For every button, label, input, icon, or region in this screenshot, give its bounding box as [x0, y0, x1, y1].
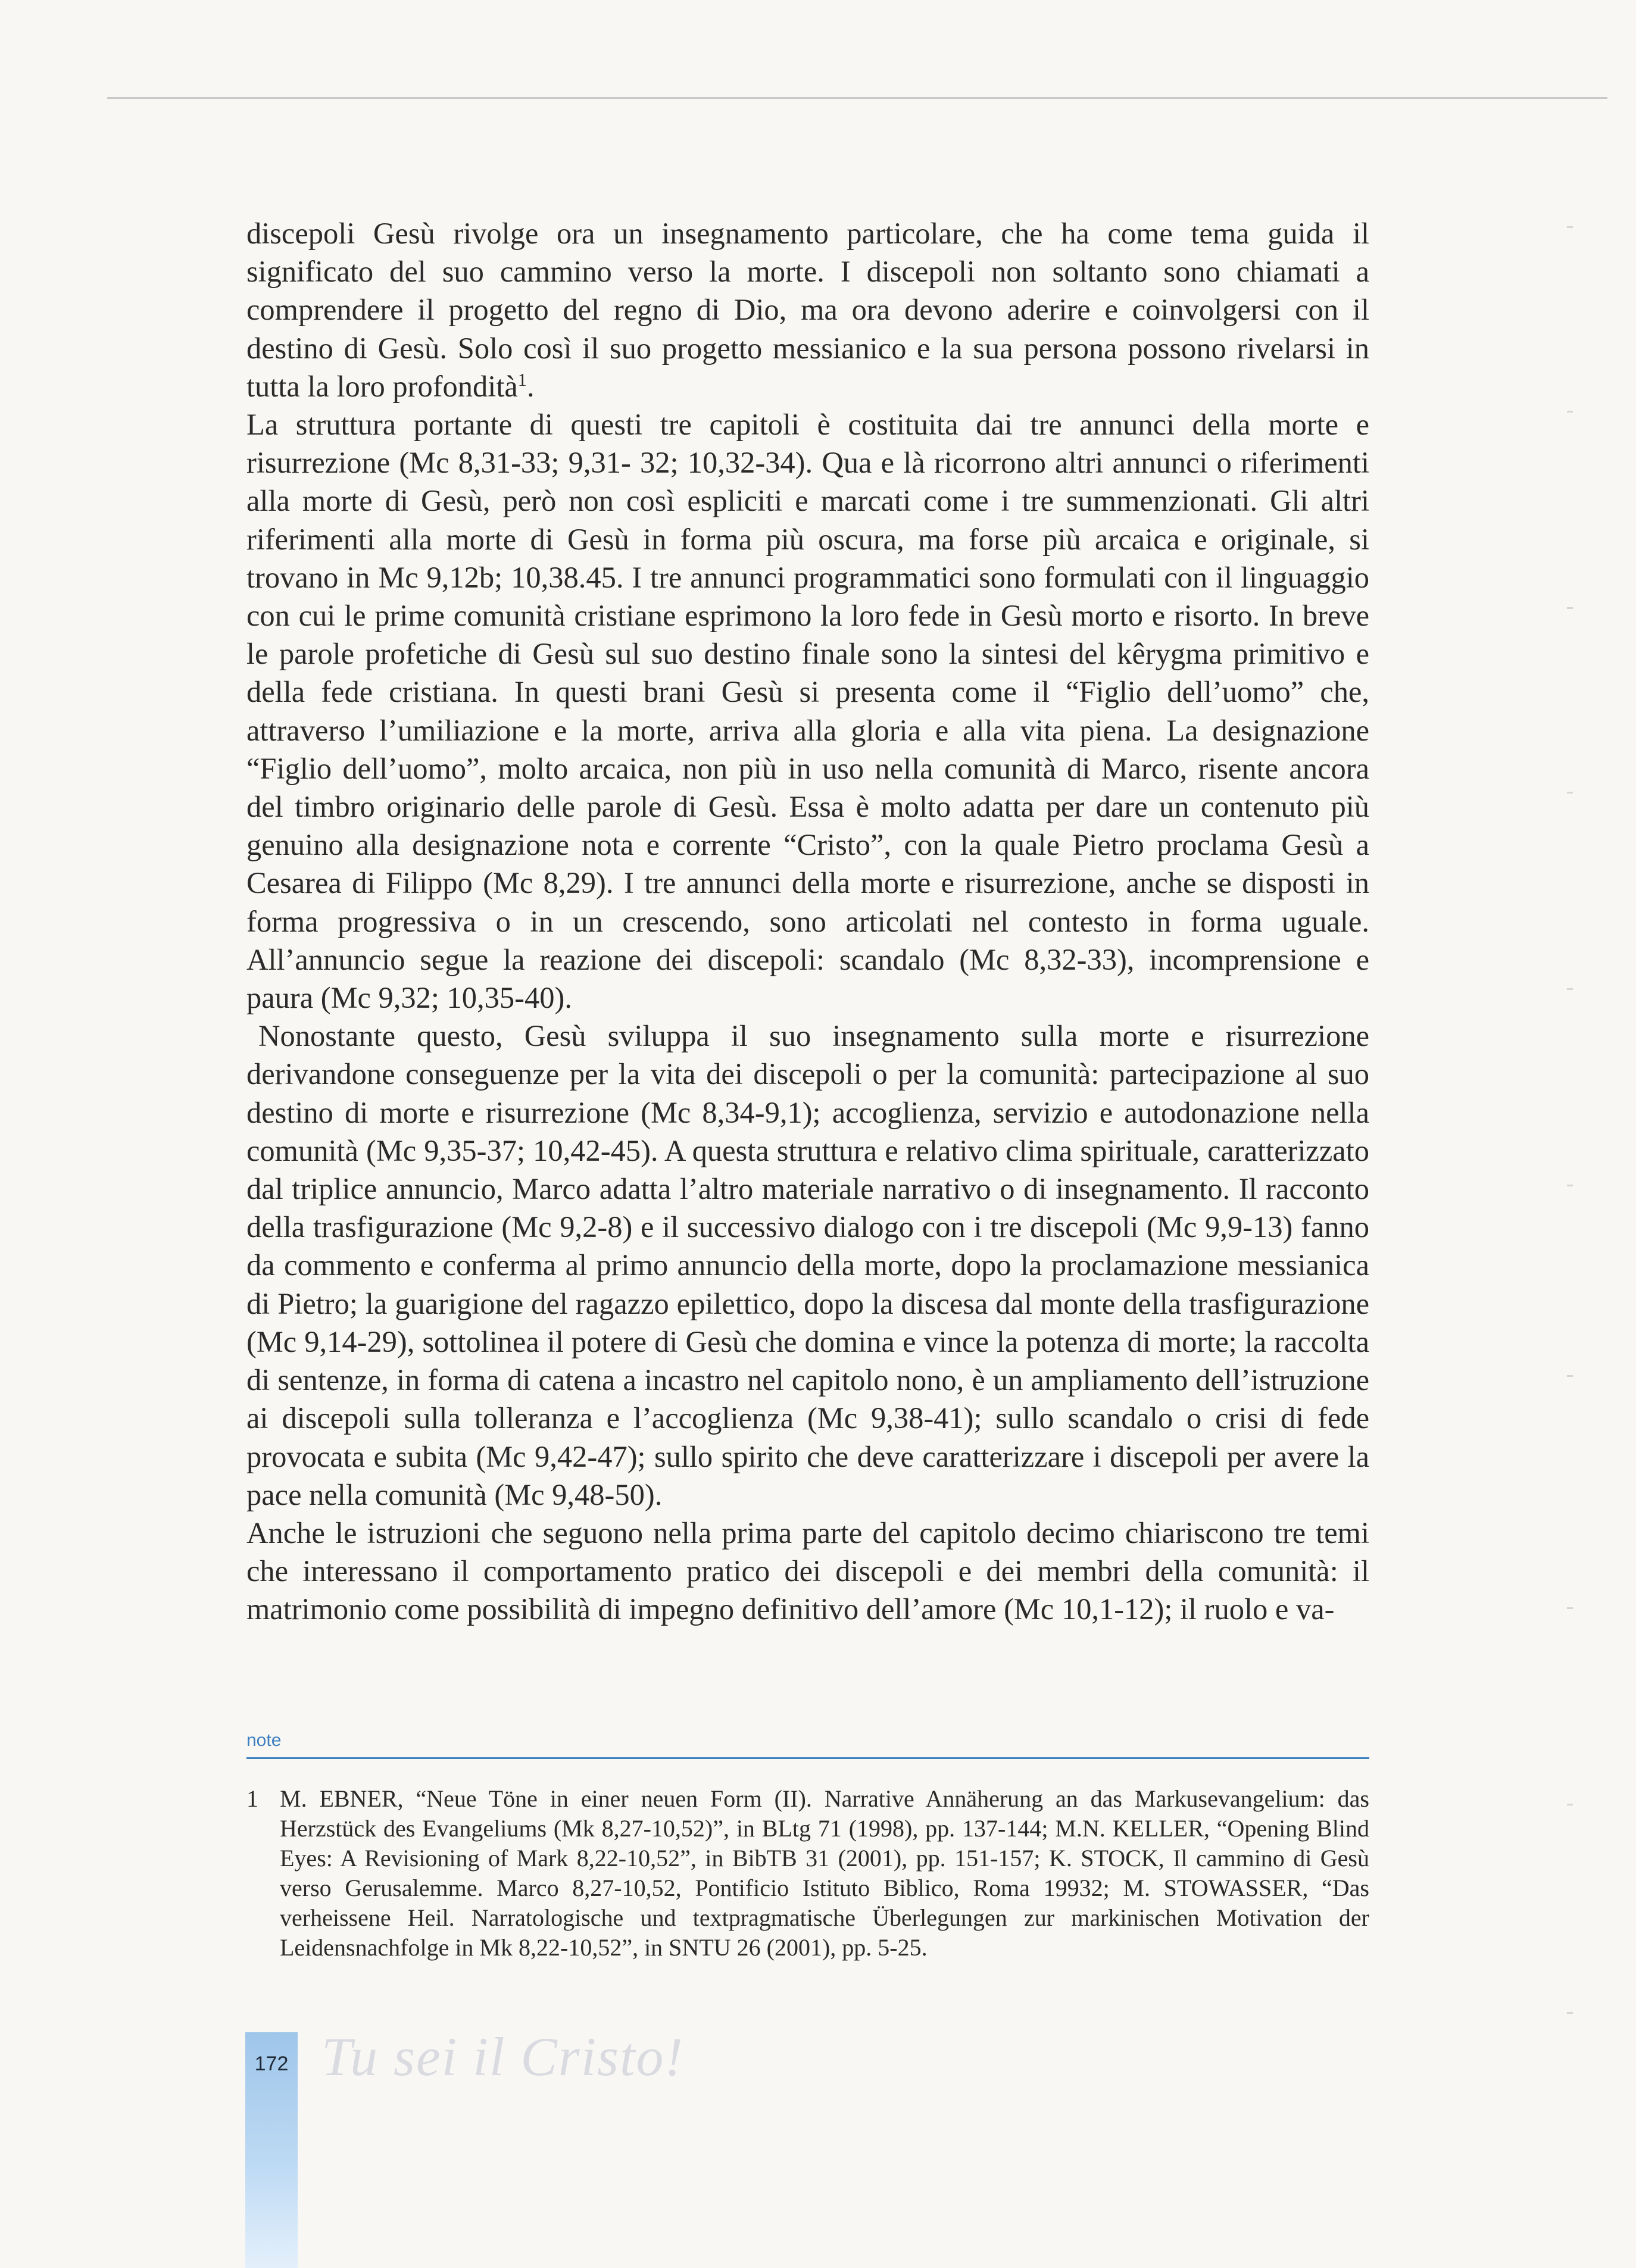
paragraph-1: discepoli Gesù rivolge ora un insegnamento particolare, che ha come tema guida il significato del suo cammino verso la morte. I discepoli non soltanto sono chiamati a comprendere il progetto del regno di Dio, ma ora devono aderire e coinvolgersi con il destino di Gesù. Solo così il suo progetto messianico e la sua persona possono rivelarsi in tutta la loro profondità$^1$. — [246, 217, 1369, 403]
scan-mark — [1567, 607, 1573, 609]
notes-section — [246, 1729, 1369, 1963]
footnote-number: 1 — [246, 1785, 258, 1812]
scan-mark — [1567, 411, 1573, 413]
notes-divider — [246, 1757, 1369, 1759]
scan-mark — [1567, 1804, 1573, 1805]
scan-mark — [1567, 1185, 1573, 1186]
paragraph-2: La struttura portante di questi tre capitoli è costituita dai tre annunci della morte e risurrezione (Mc 8,31-33; 9,31- 32; 10,32-34). Qua e là ricorrono altri annunci o riferimenti alla morte di Gesù, però non così espliciti e marcati come i tre summenzionati. Gli altri riferimenti alla morte di Gesù in forma più oscura, ma forse più arcaica e originale, si trovano in Mc 9,12b; 10,38.45. I tre annunci programmatici sono formulati con il linguaggio con cui le prime comunità cristiane esprimono la loro fede in Gesù morto e risorto. In breve le parole profetiche di Gesù sul suo destino finale sono la sintesi del kêrygma primitivo e della fede cristiana. In questi brani Gesù si presenta come il “Figlio dell’uomo” che, attraverso l’umiliazione e la morte, arriva alla gloria e alla vita piena. La designazione “Figlio dell’uomo”, molto arcaica, non più in uso nella comunità di Marco, risente ancora del timbro originario delle parole di Gesù. Essa è molto adatta per dare un contenuto più genuino alla designazione nota e corrente “Cristo”, con la quale Pietro proclama Gesù a Cesarea di Filippo (Mc 8,29). I tre annunci della morte e risurrezione, anche se disposti in forma progressiva o in un crescendo, sono articolati nel contesto in forma uguale. All’annuncio segue la reazione dei discepoli: scandalo (Mc 8,32-33), incomprensione e paura (Mc 9,32; 10,35-40). — [246, 408, 1369, 1015]
footnote-1 — [246, 1784, 1369, 1963]
paragraph-1-text: discepoli Gesù rivolge ora un insegnamento particolare, che ha come tema guida il significato del suo cammino verso la morte. I discepoli non soltanto sono chiamati a comprendere il progetto del regno di Dio, ma ora devono aderire e coinvolgersi con il destino di Gesù. Solo così il suo progetto messianico e la sua persona possono rivelarsi in tutta la loro profondità — [246, 217, 1369, 403]
main-text — [246, 214, 1369, 1629]
running-title: Tu sei il Cristo! — [321, 2026, 685, 2087]
footnote-text: M. EBNER, “Neue Töne in einer neuen Form (II). Narrative Annäherung an das Markusevangelium: das Herzstück des Evangeliums (Mk 8,27-10,52)”, in BLtg 71 (1998), pp. 137-144; M.N. KELLER, “Opening Blind Eyes: A Revisioning of Mark 8,22-10,52”, in BibTB 31 (2001), pp. 151-157; K. STOCK, Il cammino di Gesù verso Gerusalemme. Marco 8,27-10,52, Pontificio Istituto Biblico, Roma 19932; M. STOWASSER, “Das verheissene Heil. Narratologische und textpragmatische Überlegungen zur markinischen Motivation der Leidensnachfolge in Mk 8,22-10,52”, in SNTU 26 (2001), pp. 5-25. — [280, 1785, 1369, 1961]
scan-mark — [1567, 1607, 1573, 1609]
scan-mark — [1567, 226, 1573, 228]
scan-mark — [1567, 2012, 1573, 2014]
scan-mark — [1567, 988, 1573, 990]
footnote-reference[interactable]: 1 — [517, 369, 527, 390]
page-number: 172 — [254, 2053, 289, 2075]
notes-label: note — [246, 1730, 282, 1750]
paragraph-3: Nonostante questo, Gesù sviluppa il suo insegnamento sulla morte e risurrezione derivandone conseguenze per la vita dei discepoli o per la comunità: partecipazione al suo destino di morte e risurrezione (Mc 8,34-9,1); accoglienza, servizio e autodonazione nella comunità (Mc 9,35-37; 10,42-45). A questa struttura e relativo clima spirituale, caratterizzato dal triplice annuncio, Marco adatta l’altro materiale narrativo o di insegnamento. Il racconto della trasfigurazione (Mc 9,2-8) e il successivo dialogo con i tre discepoli (Mc 9,9-13) fanno da commento e conferma al primo annuncio della morte, dopo la proclamazione messianica di Pietro; la guarigione del ragazzo epilettico, dopo la discesa dal monte della trasfigurazione (Mc 9,14-29), sottolinea il potere di Gesù che domina e vince la potenza di morte; la raccolta di sentenze, in forma di catena a incastro nel capitolo nono, è un ampliamento dell’istruzione ai discepoli sulla tolleranza e l’accoglienza (Mc 9,38-41); sullo scandalo o crisi di fede provocata e subita (Mc 9,42-47); sullo spirito che deve caratterizzare i discepoli per avere la pace nella comunità (Mc 9,48-50). — [246, 1019, 1369, 1511]
paragraph-4: Anche le istruzioni che seguono nella prima parte del capitolo decimo chiariscono tre temi che interessano il comportamento pratico dei discepoli e dei membri della comunità: il matrimonio come possibilità di impegno definitivo dell’amore (Mc 10,1-12); il ruolo e va- — [246, 1516, 1369, 1626]
scan-mark — [1567, 1375, 1573, 1377]
scan-mark — [1567, 792, 1573, 794]
top-rule — [107, 97, 1607, 99]
